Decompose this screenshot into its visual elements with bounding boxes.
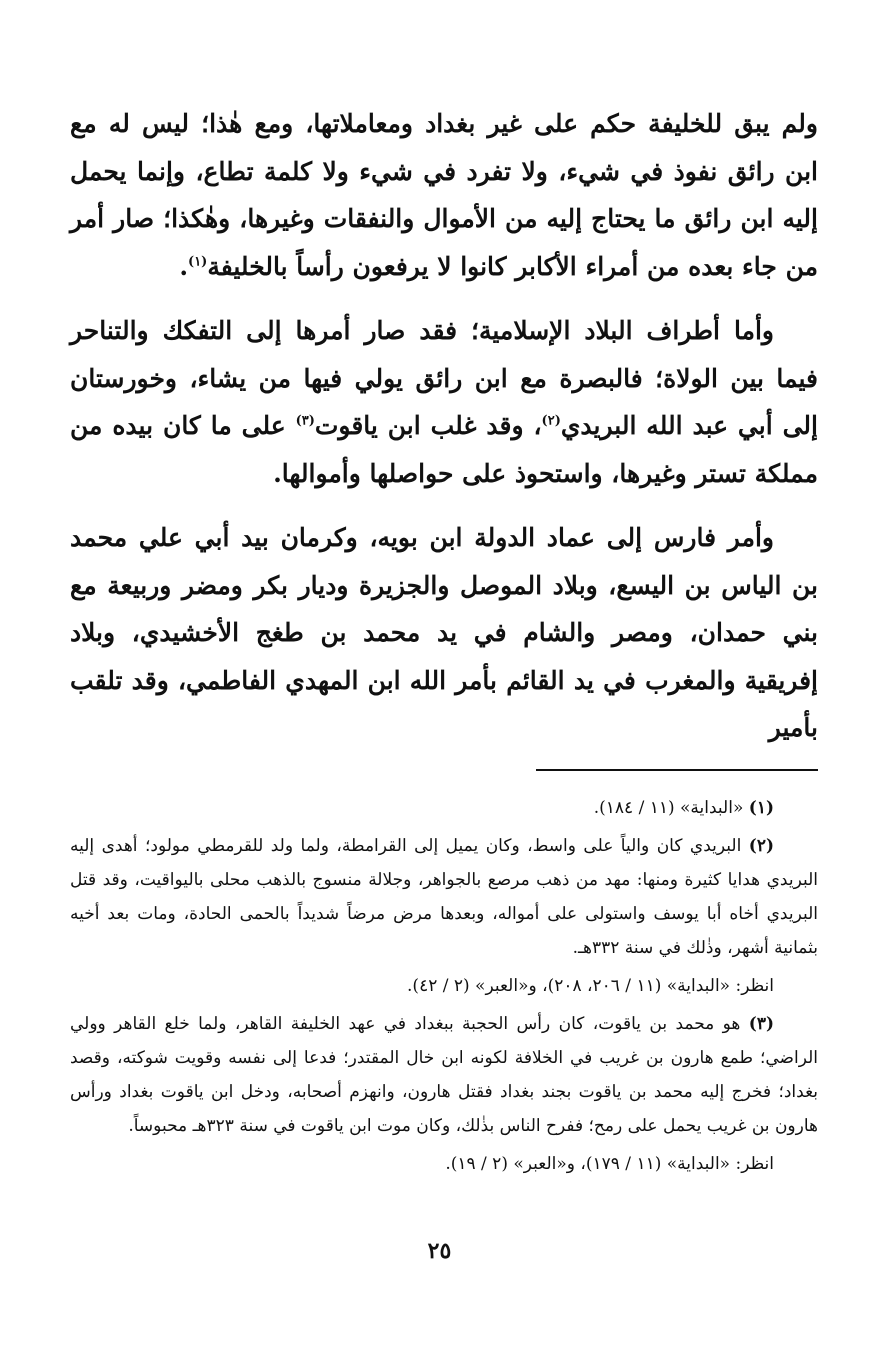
paragraph-2-text-b: ، وقد غلب ابن ياقوت <box>314 411 542 440</box>
footnote-2-number: (٢) <box>748 835 774 856</box>
main-text <box>70 100 818 752</box>
paragraph-1-end: . <box>179 251 189 281</box>
footnote-3-text: هو محمد بن ياقوت، كان رأس الحجبة ببغداد في عهد الخليفة القاهر، ولما خلع القاهر وولي الراضي؛ طمع هارون بن غريب في الخلافة لكونه ابن خال المقتدر؛ فدعا إلى نفسه وقويت شوكته، وقصد بغداد؛ فخرج إليه محمد بن ياقوت بجند بغداد فقتل هارون، وانهزم أصحابه، ودخل ابن ياقوت بغداد ورأس هارون بن غريب يحمل على رمح؛ ففرح الناس بذٰلك، وكان موت ابن ياقوت في سنة ٣٢٣هـ محبوساً. <box>70 1013 818 1136</box>
footnote-1-number: (١) <box>748 797 774 818</box>
paragraph-3-text: وأمر فارس إلى عماد الدولة ابن بويه، وكرمان بيد أبي علي محمد بن الياس بن اليسع، وبلاد الموصل والجزيرة وديار بكر ومضر وربيعة مع بني حمدان، ومصر والشام في يد محمد بن طغج الأخشيدي، وبلاد إفريقية والمغرب في يد القائم بأمر الله ابن المهدي الفاطمي، وقد تلقب بأمير <box>70 523 819 742</box>
footnote-ref-1: (١) <box>188 254 208 270</box>
paragraph-1 <box>70 100 818 290</box>
footnotes <box>70 791 818 1181</box>
paragraph-3 <box>70 514 818 752</box>
footnote-2 <box>70 829 818 965</box>
footnote-ref-2: (٢) <box>541 413 561 429</box>
footnote-1-text: «البداية» (١١ / ١٨٤). <box>593 797 744 818</box>
footnote-3-reference: انظر: «البداية» (١١ / ١٧٩)، و«العبر» (٢ / ١٩). <box>445 1153 774 1174</box>
paragraph-2-text-a: وأما أطراف البلاد الإسلامية؛ فقد صار أمرها إلى التفكك والتناحر فيما بين الولاة؛ فالبصرة مع ابن رائق يولي فيها من يشاء، وخورستان إلى أبي عبد الله البريدي <box>70 316 818 440</box>
book-page <box>70 100 818 1300</box>
footnote-3 <box>70 1007 818 1143</box>
footnote-1 <box>70 791 818 825</box>
footnote-separator <box>536 769 818 771</box>
footnote-ref-3: (٣) <box>295 413 315 429</box>
paragraph-2 <box>70 307 818 497</box>
paragraph-2-text-c: على ما كان بيده من مملكة تستر وغيرها، واستحوذ على حواصلها وأموالها. <box>70 411 818 488</box>
footnote-2-reference: انظر: «البداية» (١١ / ٢٠٦، ٢٠٨)، و«العبر» (٢ / ٤٢). <box>407 975 774 996</box>
footnote-2-text: البريدي كان والياً على واسط، وكان يميل إلى القرامطة، ولما ولد للقرمطي مولود؛ أهدى إليه البريدي هدايا كثيرة ومنها: مهد من ذهب مرصع بالجواهر، وجلالة منسوج بالذهب محلى باليواقيت، وقد قتل البريدي أخاه أبا يوسف واستولى على أمواله، وبعدها مرض مرضاً شديداً بالحمى الحادة، ومات بعد أخيه بثمانية أشهر، وذٰلك في سنة ٣٣٢هـ. <box>70 835 818 958</box>
paragraph-1-text: ولم يبق للخليفة حكم على غير بغداد ومعاملاتها، ومع هٰذا؛ ليس له مع ابن رائق نفوذ في شيء، ولا تفرد في شيء ولا كلمة تطاع، وإنما يحمل إليه ابن رائق ما يحتاج إليه من الأموال والنفقات وغيرها، وهٰكذا؛ صار أمر من جاء بعده من أمراء الأكابر كانوا لا يرفعون رأساً بالخليفة <box>70 109 818 281</box>
page-number: ٢٥ <box>427 1238 452 1264</box>
footnote-3-number: (٣) <box>748 1013 774 1034</box>
